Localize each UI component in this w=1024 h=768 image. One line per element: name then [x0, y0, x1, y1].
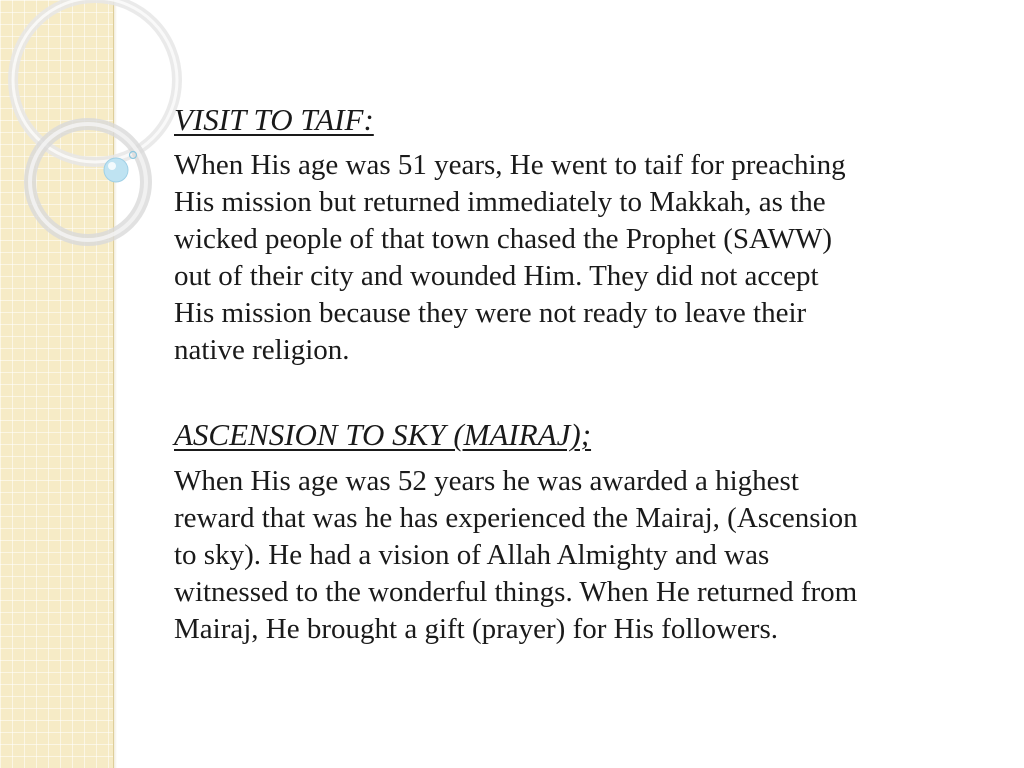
- section-body-text: When His age was 51 years, He went to taif for preaching His mission but returned immediately to Makkah, as the wicked people of that town chased the Prophet (SAWW) out of their city and wounded Him. They did not accept His mission because they were not ready to leave their native religion.: [174, 149, 846, 366]
- section-body-text: When His age was 52 years he was awarded a highest reward that was he has experienced the Mairaj, (Ascension to sky). He had a vision of Allah Almighty and was witnessed to the wonderful things. When He returned from Mairaj, He brought a gift (prayer) for His followers.: [174, 465, 858, 645]
- decorative-rings-graphic: [0, 0, 200, 320]
- section-visit-to-taif: [174, 98, 994, 369]
- section-heading: ASCENSION TO SKY (MAIRAJ);: [174, 417, 592, 452]
- slide-content: [174, 98, 994, 648]
- section-ascension-to-sky: [174, 413, 994, 648]
- section-heading: VISIT TO TAIF:: [174, 102, 374, 137]
